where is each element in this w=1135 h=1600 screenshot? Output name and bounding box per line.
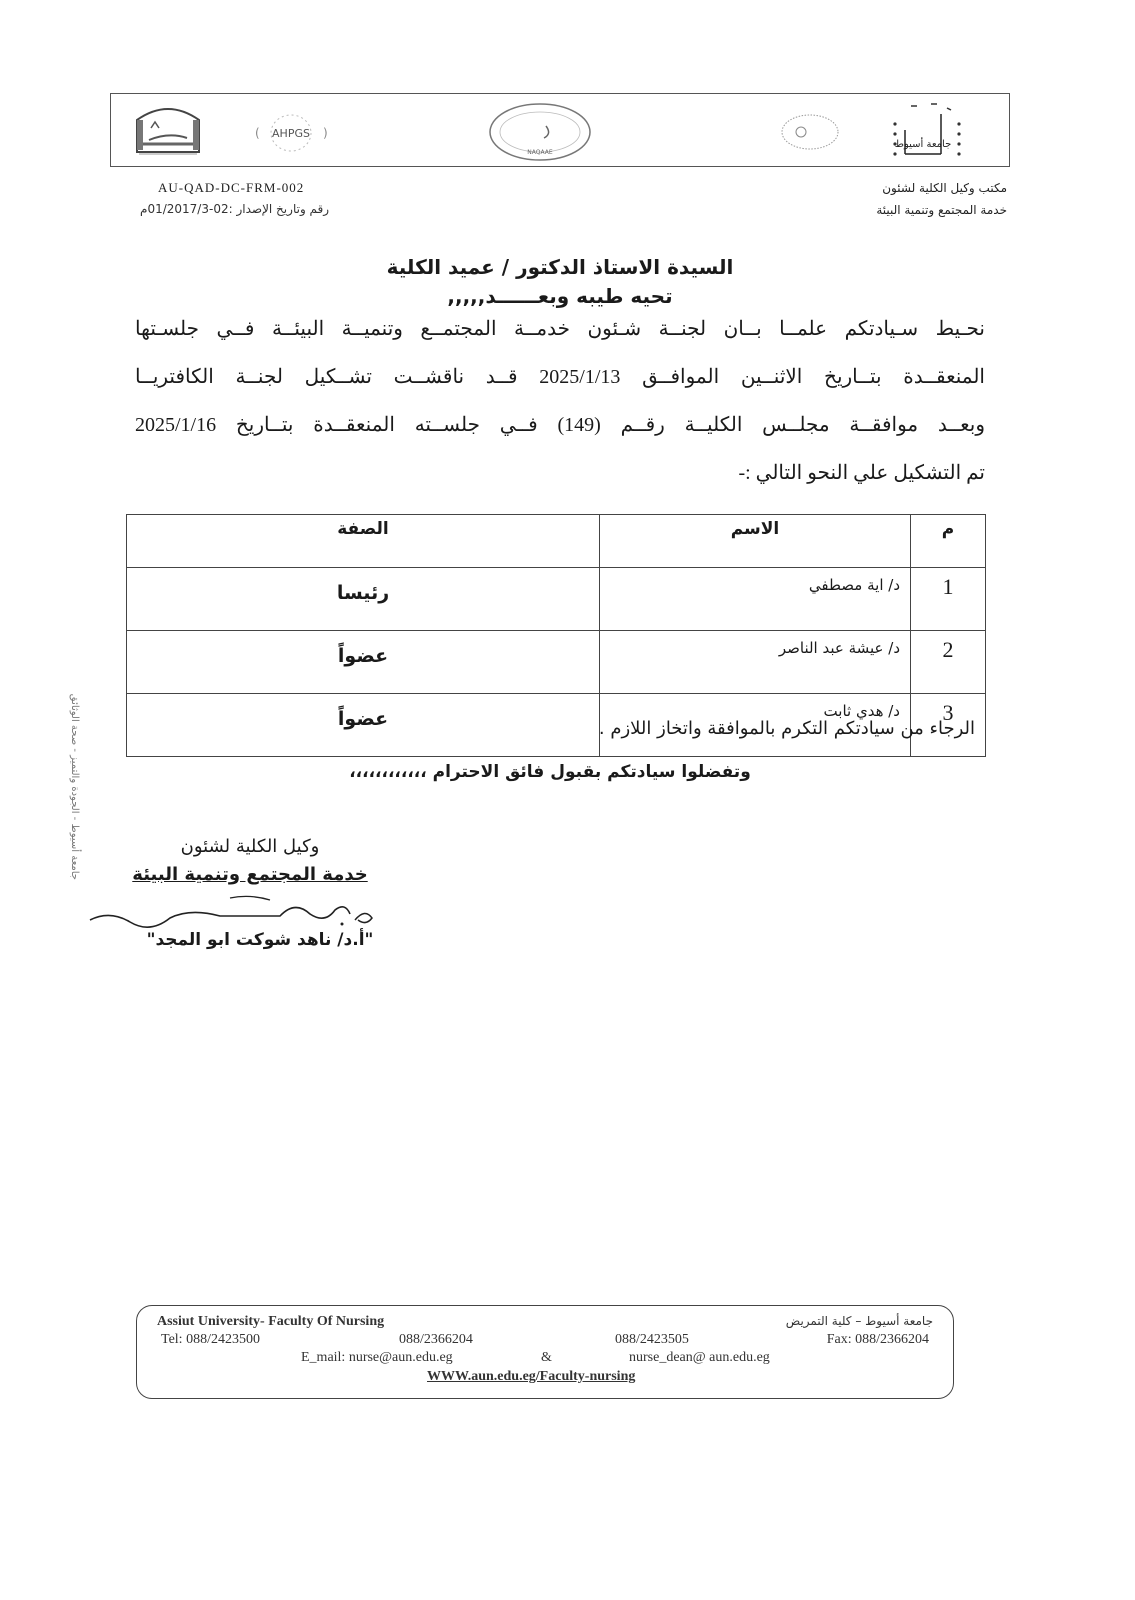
table-header-row <box>127 515 986 568</box>
signatory-name: "أ.د/ ناهد شوكت ابو المجد" <box>146 930 374 950</box>
signatory-title-line-1: وكيل الكلية لشئون <box>180 836 320 857</box>
margin-stamp-text: جامعة أسيوط - الجودة والتميز - صحة الوثائق <box>69 693 80 880</box>
request-text: الرجاء من سيادتكم التكرم بالموافقة واتخاز اللازم . <box>598 718 975 739</box>
phone-1: Tel: 088/2423500 <box>161 1332 260 1347</box>
closing-text: وتفضلوا سيادتكم بقبول فائق الاحترام ،،،،،،،،،،،، <box>349 762 751 782</box>
vertical-margin-stamp <box>62 600 84 880</box>
row-number: 1 <box>911 568 986 631</box>
accreditation-seal-logo <box>779 112 841 152</box>
footer-contact-box <box>136 1305 954 1399</box>
greeting: تحيه طيبه وبعــــــد,,,,, <box>447 284 673 308</box>
assiut-logo-text: جامعة أسيوط <box>894 139 952 150</box>
header-number: م <box>911 515 986 568</box>
member-name: د/ هدي ثابت <box>600 694 911 757</box>
body-paragraph-line: تم التشكيل علي النحو التالي :- <box>738 462 985 484</box>
university-name-en: Assiut University- Faculty Of Nursing <box>157 1314 385 1329</box>
fax-number: Fax: 088/2366204 <box>826 1332 929 1347</box>
svg-text:(: ( <box>255 126 260 140</box>
ahpgs-logo <box>243 108 339 158</box>
signatory-title-line-2: خدمة المجتمع وتنمية البيئة <box>132 864 368 885</box>
issue-number-date: رقم وتاريخ الإصدار :02-01/2017/3م <box>140 202 330 216</box>
header-role: الصفة <box>127 515 600 568</box>
naqaae-logo <box>486 100 594 164</box>
body-paragraph-line: وبعــد موافقــة مجلــس الكليــة رقــم (149) فــي جلســته المنعقــدة بتــاريخ 2025/1/16 <box>135 414 985 436</box>
member-role: عضواً <box>127 694 600 757</box>
phone-2: 088/2366204 <box>399 1332 473 1347</box>
university-name-ar: جامعة أسيوط – كلية التمريض <box>785 1314 933 1328</box>
header-logo-strip <box>110 93 1010 167</box>
email-1: E_mail: nurse@aun.edu.eg <box>301 1350 453 1365</box>
document-code: AU-QAD-DC-FRM-002 <box>158 180 305 195</box>
row-number: 2 <box>911 631 986 694</box>
body-paragraph-line: المنعقــدة بتــاريخ الاثنــين الموافــق 2025/1/13 قــد ناقشــت تشــكيل لجنــة الكافتريــا <box>135 366 985 388</box>
member-name: د/ عيشة عبد الناصر <box>600 631 911 694</box>
row-number: 3 <box>911 694 986 757</box>
table-row <box>127 631 986 694</box>
svg-text:): ) <box>323 126 328 140</box>
addressee: السيدة الاستاذ الدكتور / عميد الكلية <box>386 255 734 279</box>
phone-3: 088/2423505 <box>615 1332 689 1347</box>
naqaae-logo-text: NAQAAE <box>527 149 553 156</box>
member-role: رئيسا <box>127 568 600 631</box>
assiut-university-logo <box>881 100 971 164</box>
office-line-1: مكتب وكيل الكلية لشئون <box>882 181 1007 195</box>
website-link[interactable]: WWW.aun.edu.eg/Faculty-nursing <box>427 1369 636 1384</box>
email-separator: & <box>541 1350 552 1365</box>
email-2: nurse_dean@ aun.edu.eg <box>629 1350 770 1365</box>
table-row <box>127 568 986 631</box>
member-role: عضواً <box>127 631 600 694</box>
faculty-of-nursing-logo <box>129 102 207 158</box>
member-name: د/ اية مصطفي <box>600 568 911 631</box>
header-name: الاسم <box>600 515 911 568</box>
body-paragraph-line: نحـيط سـيادتكم علمــا بــان لجنــة شـئون خدمــة المجتمــع وتنميــة البيئــة فــي جلسـتها <box>135 318 985 340</box>
office-line-2: خدمة المجتمع وتنمية البيئة <box>876 203 1007 217</box>
ahpgs-logo-text: AHPGS <box>272 127 310 140</box>
